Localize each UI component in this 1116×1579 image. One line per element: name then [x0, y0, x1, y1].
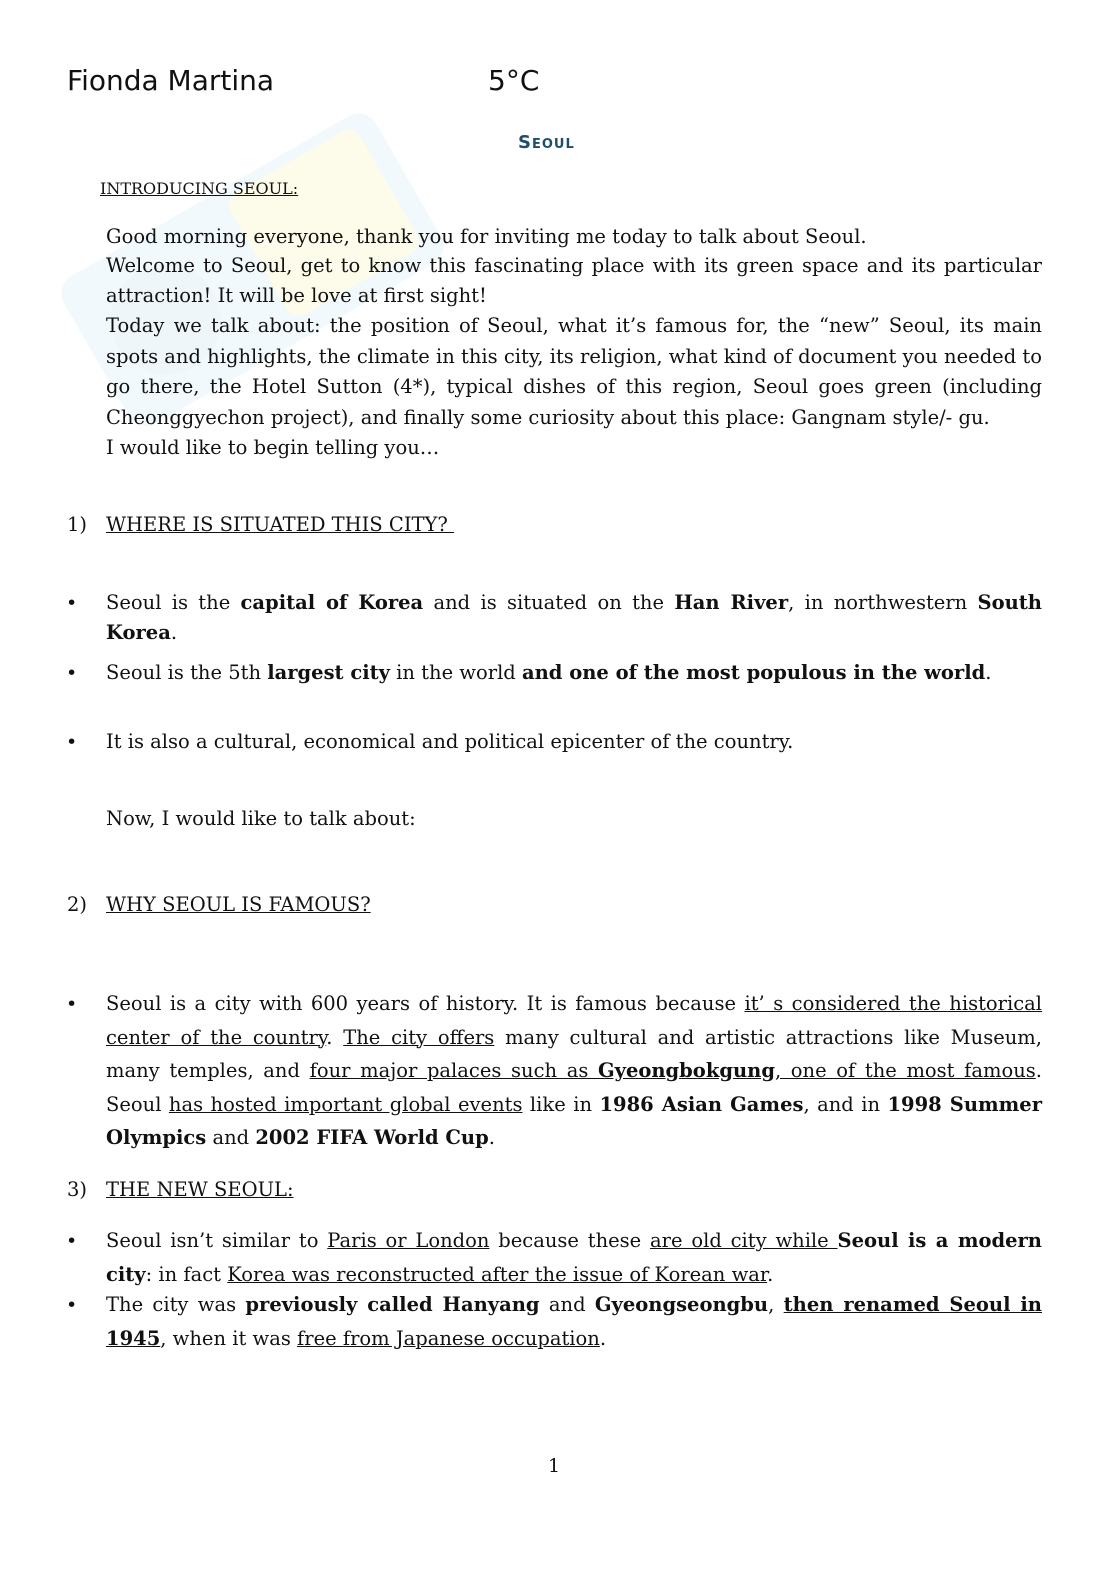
section-2-number: 2): [67, 893, 88, 916]
intro-paragraph-4: I would like to begin telling you…: [106, 436, 440, 459]
bullet-icon: •: [66, 1230, 78, 1252]
intro-paragraph-1: Good morning everyone, thank you for inviting me today to talk about Seoul.: [106, 225, 867, 248]
intro-paragraph-2: Welcome to Seoul, get to know this fascinating place with its green space and its particular attraction! It will be love at first sight!: [106, 254, 1042, 307]
intro-heading: INTRODUCING SEOUL:: [100, 179, 299, 198]
bullet-icon: •: [66, 662, 78, 684]
temperature-label: 5°C: [488, 64, 540, 97]
bullet-icon: •: [66, 592, 78, 614]
intro-paragraph-3: Today we talk about: the position of Seoul, what it’s famous for, the “new” Seoul, its main spots and highlights, the climate in this city, its religion, what kind of document you needed to go there, the Hotel Sutton (4*), typical dishes of this region, Seoul goes green (including Cheonggyechon project), and finally some curiosity about this place: Gangnam style/- gu.: [106, 314, 1042, 429]
section-1-title: WHERE IS SITUATED THIS CITY?: [106, 513, 455, 536]
s1-bullet-3: It is also a cultural, economical and political epicenter of the country.: [106, 730, 794, 753]
s3-bullet-2: The city was previously called Hanyang and Gyeongseongbu, then renamed Seoul in 1945, when it was free from Japanese occupation.: [106, 1293, 1042, 1350]
s2-paragraph: Seoul is a city with 600 years of history. It is famous because it’ s considered the historical center of the country. The city offers many cultural and artistic attractions like Museum, many temples, and four major palaces such as Gyeongbokgung, one of the most famous. Seoul has hosted important global events like in 1986 Asian Games, and in 1998 Summer Olympics and 2002 FIFA World Cup.: [106, 992, 1043, 1149]
section-1-number: 1): [67, 513, 88, 536]
page-number: 1: [548, 1455, 561, 1477]
author-name: Fionda Martina: [67, 64, 275, 97]
s1-bullet-2: Seoul is the 5th largest city in the world and one of the most populous in the world.: [106, 661, 992, 684]
transition-text: Now, I would like to talk about:: [106, 807, 416, 830]
section-3-title: THE NEW SEOUL:: [106, 1178, 294, 1201]
bullet-icon: •: [66, 1294, 78, 1316]
section-2-title: WHY SEOUL IS FAMOUS?: [106, 893, 371, 916]
s3-bullet-1: Seoul isn’t similar to Paris or London because these are old city while Seoul is a modern city: in fact Korea was reconstructed after the issue of Korean war.: [106, 1229, 1042, 1286]
document-title: Seoul: [518, 132, 575, 153]
bullet-icon: •: [66, 993, 78, 1015]
s1-bullet-1: Seoul is the capital of Korea and is situated on the Han River, in northwestern South Korea.: [106, 591, 1042, 644]
section-3-number: 3): [67, 1178, 88, 1201]
intro-block: [106, 222, 1042, 462]
bullet-icon: •: [66, 731, 78, 753]
